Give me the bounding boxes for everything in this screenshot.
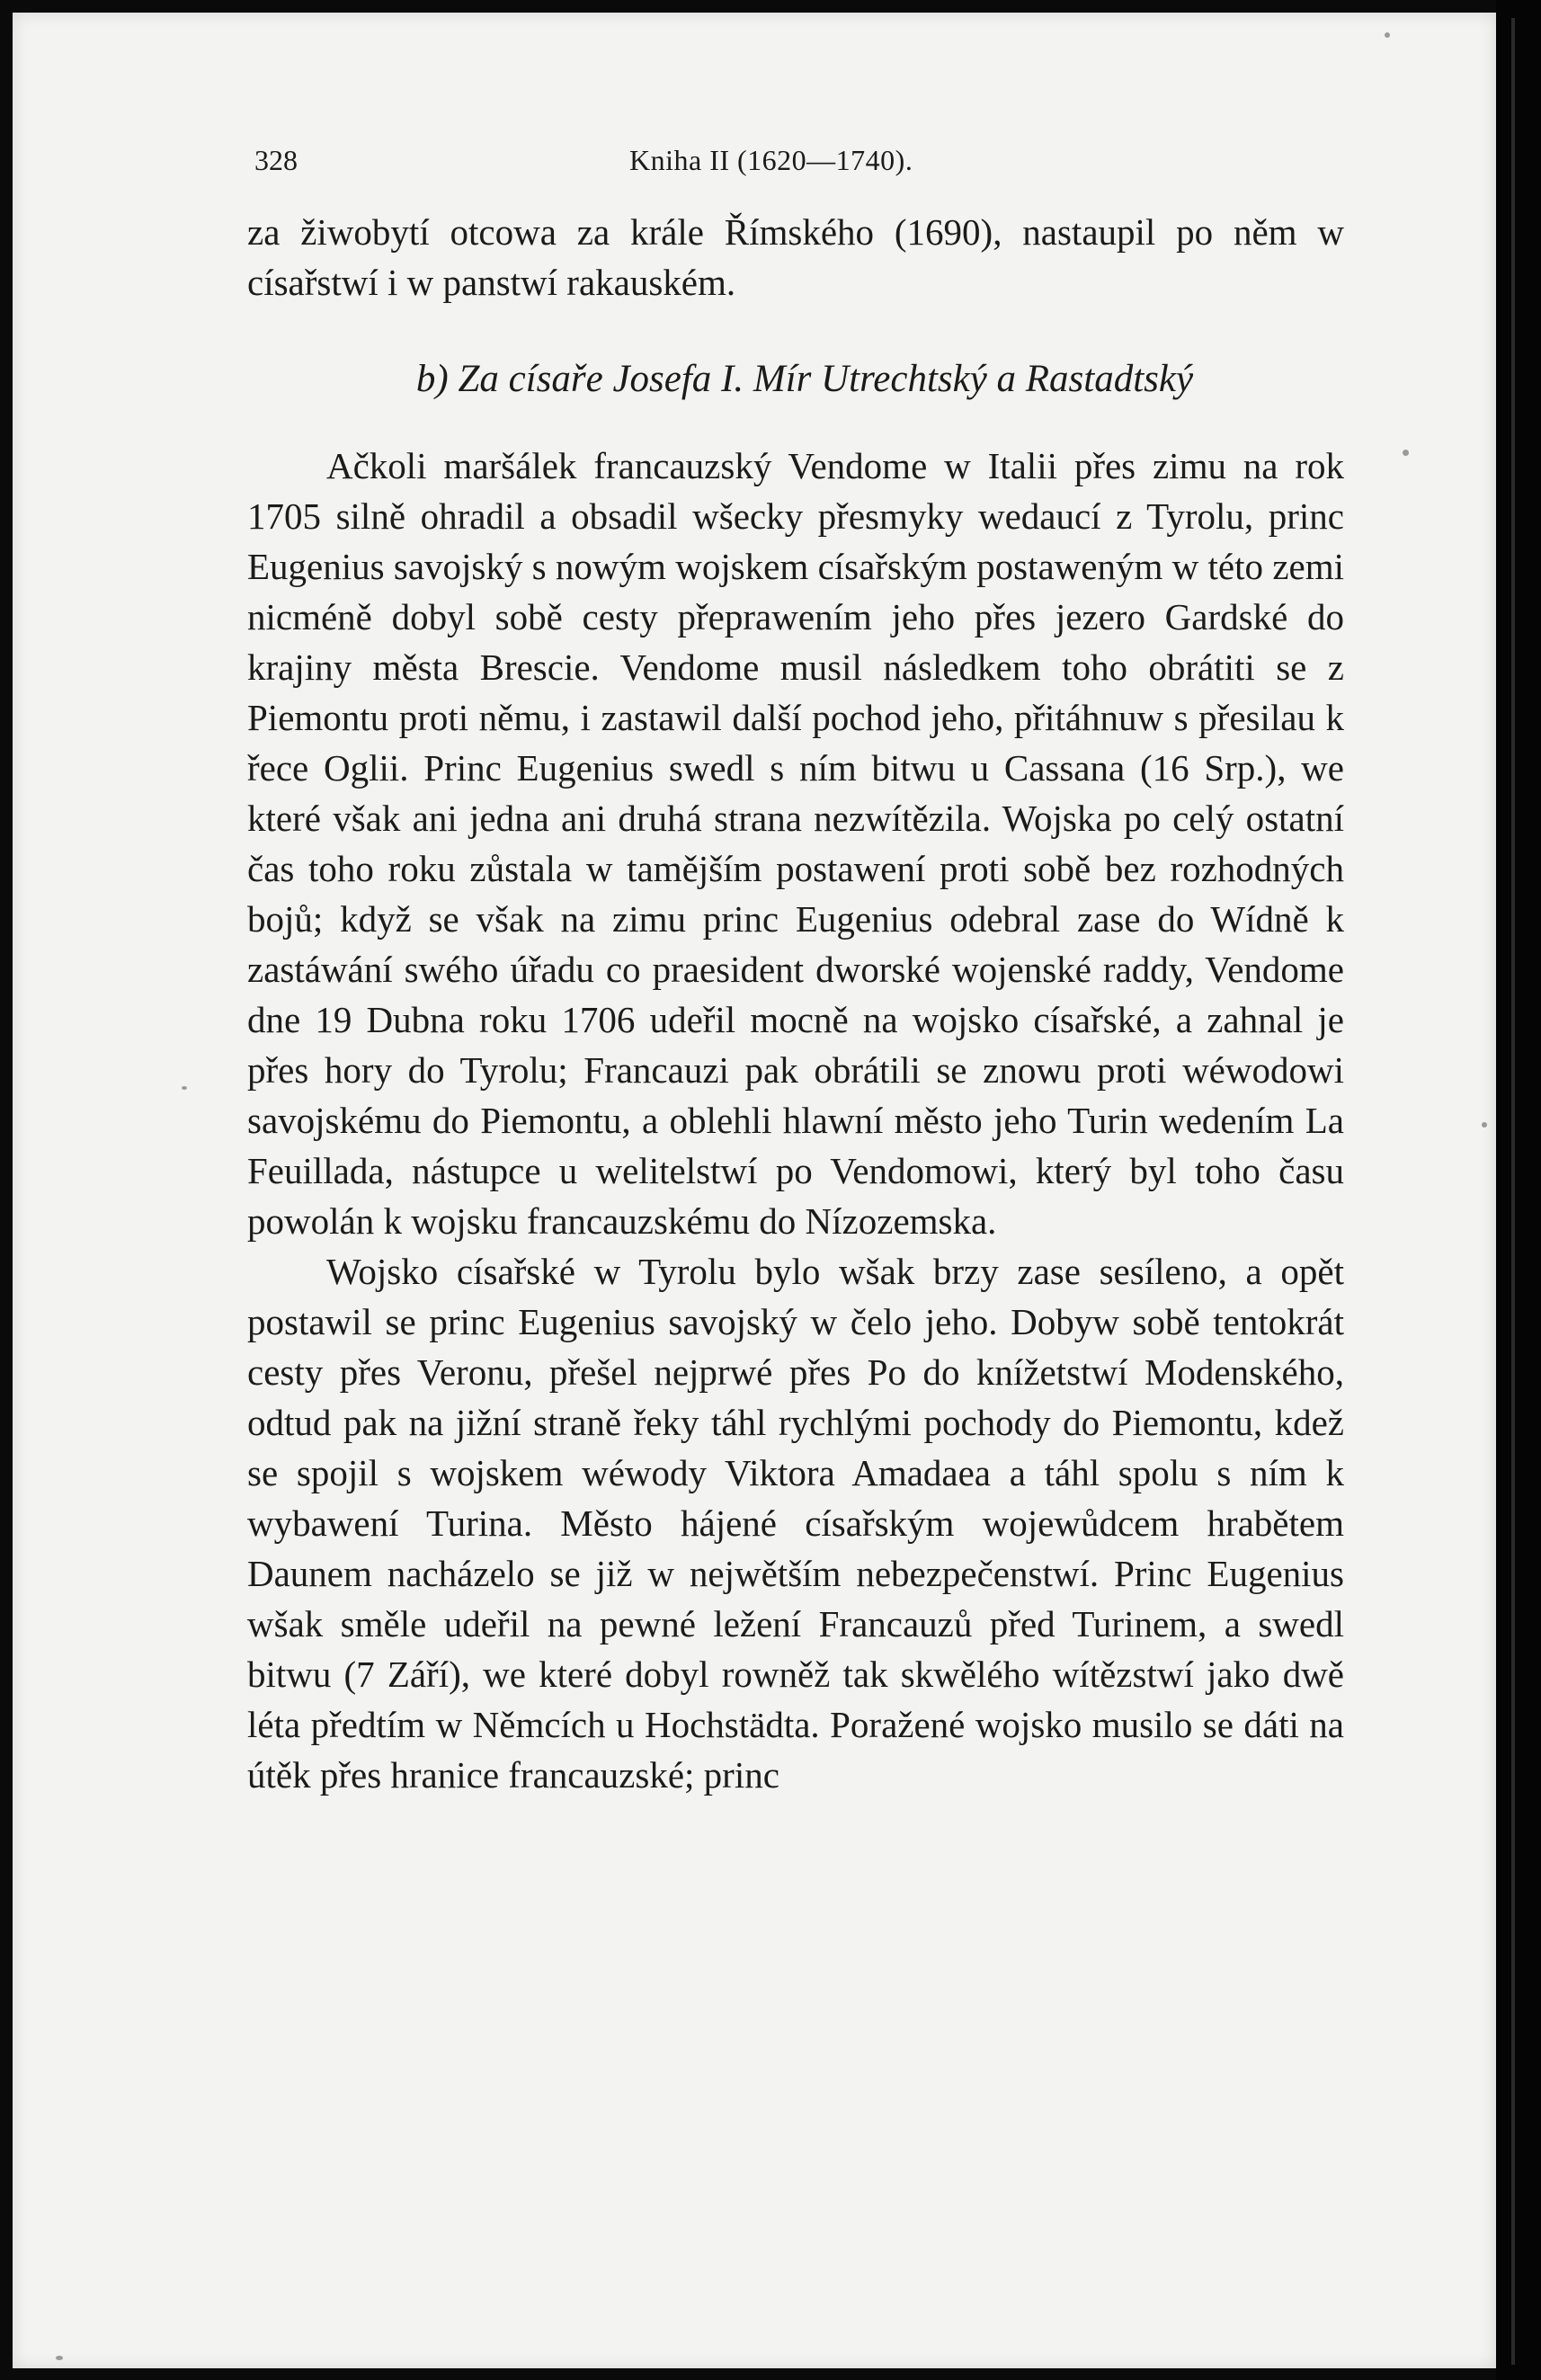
speck <box>56 2356 63 2360</box>
body-paragraph: Ačkoli maršálek francauzský Vendome w Italii přes zimu na rok 1705 silně ohradil a obsadil wšecky přesmyky wedaucí z Tyrolu, princ Eugenius savojský s nowým wojskem císařským postaweným w této zemi nicméně dobyl sobě cesty přeprawením jeho přes jezero Gardské do krajiny města Brescie. Vendome musil následkem toho obrátiti se z Piemontu proti němu, i zastawil další pochod jeho, přitáhnuw s přesilau k řece Oglii. Princ Eugenius swedl s ním bitwu u Cassana (16 Srp.), we které však ani jedna ani druhá strana nezwítězila. Wojska po celý ostatní čas toho roku zůstala w tamějším postawení proti sobě bez rozhodných bojů; když se však na zimu princ Eugenius odebral zase do Wídně k zastáwání swého úřadu co praesident dworské wojenské raddy, Vendome dne 19 Dubna roku 1706 udeřil mocně na wojsko císařské, a zahnal je přes hory do Tyrolu; Francauzi pak obrátili se znowu proti wéwodowi savojskému do Piemontu, a oblehli hlawní město jeho Turin wedením La Feuillada, nástupce u welitelstwí po Vendomowi, který byl toho času powolán k wojsku francauzskému do Nízozemska. <box>247 445 1344 1242</box>
running-title: Kniha II (1620—1740). <box>629 144 913 176</box>
page-number: 328 <box>254 144 298 176</box>
page-gutter <box>1496 0 1541 2380</box>
continuation-paragraph: za žiwobytí otcowa za krále Římského (1690), nastaupil po něm w císařstwí i w panstwí rakauském. <box>247 211 1344 303</box>
speck <box>182 1086 187 1090</box>
speck <box>1385 32 1390 38</box>
gutter-edge-line <box>1511 18 1515 2365</box>
speck <box>1403 450 1409 456</box>
section-heading: b) Za císaře Josefa I. Mír Utrechtský a Rastadtský <box>415 358 1194 400</box>
speck <box>1482 1122 1487 1128</box>
body-paragraph: Wojsko císařské w Tyrolu bylo wšak brzy zase sesíleno, a opět postawil se princ Eugenius savojský w čelo jeho. Dobyw sobě tentokrát cesty přes Veronu, přešel nejprwé přes Po do knížetstwí Modenského, odtud pak na jižní straně řeky táhl rychlými pochody do Piemontu, kdež se spojil s wojskem wéwody Viktora Amadaea a táhl spolu s ním k wybawení Turina. Město hájené císařským wojewůdcem hrabětem Daunem nacházelo se již w nejwětším nebezpečenstwí. Princ Eugenius wšak směle udeřil na pewné ležení Francauzů před Turinem, a swedl bitwu (7 Září), we které dobyl rowněž tak skwělého wítězstwí jako dwě léta předtím w Němcích u Hochstädta. Poražené wojsko musilo se dáti na útěk přes hranice francauzské; princ <box>247 1251 1344 1796</box>
page-text <box>247 135 1344 1800</box>
running-header <box>247 135 1344 189</box>
